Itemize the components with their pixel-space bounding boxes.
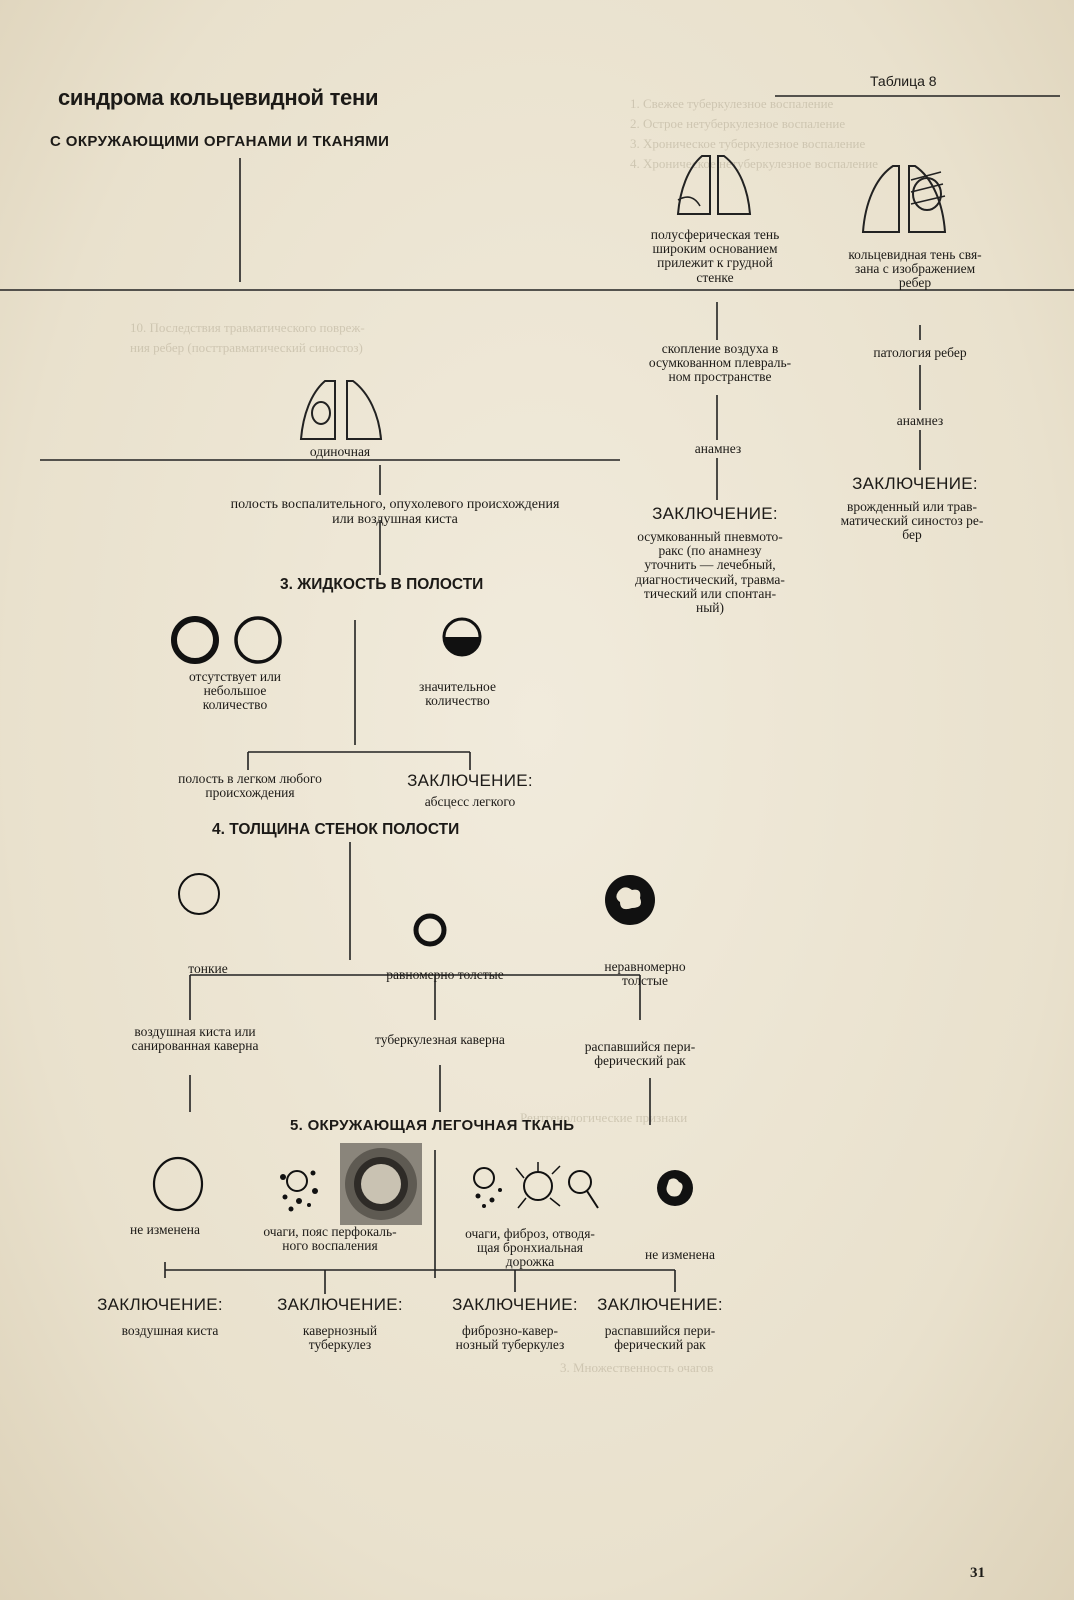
rib-shadow-label: кольцевидная тень свя- зана с изображением ребер bbox=[848, 247, 982, 291]
thin-wall-figure bbox=[175, 870, 225, 920]
cancer-cavity-figure bbox=[655, 1168, 697, 1210]
scanned-page: 1. Свежее туберкулезное воспаление 2. Острое нетуберкулезное воспаление 3. Хроническое туберкулезное воспаление 4. Хроническое нетуберкулезное воспаление 10. Последствия травматического повреж- ния ребер (посттравматический синостоз) Рентгенологические признаки 3. Множественность очагов Таблица 8 синдрома кольцевидной тени С ОКРУЖАЮЩИМИ ОРГАНАМИ И ТКАНЯМИ полусферическая тень широким основанием прилежит к грудной стенке кольцевидная тень свя- зана с изображением ребер скопление воздуха в осумкованном плевраль- ном пространстве патология ребер анамнез анамнез ЗАКЛЮЧЕНИЕ: врожденный или трав- матический синостоз ре- бер ЗАКЛЮЧЕНИЕ: осумкованный пневмото- ракс (по анамнезу уточнить — лечебный, диагностический, травма- тический или спонтан- ный) одиночная полость воспалительного, опухолевого происхождения или воздушная киста 3. ЖИДКОСТЬ В ПОЛОСТИ отсутствует или небольшое количество значительное количество полость в легком любого происхождения ЗАКЛЮЧЕНИЕ: абсцесс легкого 4. ТОЛЩИНА СТЕНОК ПОЛОСТИ тонкие равномерно толстые неравномерно толстые воздушная киста или санированная каверна туберкулезная каверна распавшийся пери- ферический рак 5. ОКРУЖАЮЩАЯ ЛЕГОЧНАЯ ТКАНЬ не изменена очаги, пояс перфокаль- ного воспаления очаги, фиброз, отводя- щая бронхиальная дорожка не изменена ЗАКЛЮЧЕНИЕ: воздушная киста ЗАКЛЮЧЕНИЕ: кавернозный туберкулез ЗАКЛЮЧЕНИЕ: фиброзно-кавер- нозный туберкулез ЗАКЛЮЧЕНИЕ: распавшийся пери- ферический рак 31 bbox=[0, 0, 1074, 1600]
anamnesis-left-label: анамнез bbox=[694, 441, 742, 456]
conclusion-left-title: ЗАКЛЮЧЕНИЕ: bbox=[652, 504, 778, 523]
single-cavity-label: одиночная bbox=[309, 444, 371, 459]
final-conclusion-1-title: ЗАКЛЮЧЕНИЕ: bbox=[97, 1295, 223, 1314]
lung-ribs-figure bbox=[855, 158, 955, 238]
final-conclusion-1-text: воздушная киста bbox=[121, 1323, 219, 1338]
thin-wall-label: тонкие bbox=[188, 961, 228, 976]
conclusion-left-text: осумкованный пневмото- ракс (по анамнезу уточнить — лечебный, диагностический, травма- тический или спонтан- ный) bbox=[635, 529, 785, 615]
fibrosis-figure bbox=[470, 1160, 610, 1220]
even-thick-label: равномерно толстые bbox=[386, 967, 504, 982]
final-conclusion-4-text: распавшийся пери- ферический рак bbox=[604, 1323, 716, 1353]
section5-heading: 5. ОКРУЖАЮЩАЯ ЛЕГОЧНАЯ ТКАНЬ bbox=[290, 1117, 575, 1134]
unchanged-right-label: не изменена bbox=[645, 1247, 715, 1262]
page-subtitle: С ОКРУЖАЮЩИМИ ОРГАНАМИ И ТКАНЯМИ bbox=[50, 133, 390, 150]
final-conclusion-2-title: ЗАКЛЮЧЕНИЕ: bbox=[277, 1295, 403, 1314]
lung-hemisphere-figure bbox=[670, 150, 760, 218]
hemisphere-shadow-label: полусферическая тень широким основанием прилежит к грудной стенке bbox=[650, 227, 780, 285]
air-cyst-label: воздушная киста или санированная каверна bbox=[131, 1024, 259, 1054]
final-conclusion-3-text: фиброзно-кавер- нозный туберкулез bbox=[455, 1323, 565, 1353]
unchanged-left-label: не изменена bbox=[130, 1222, 200, 1237]
foci-belt-label: очаги, пояс перфокаль- ного воспаления bbox=[263, 1224, 397, 1254]
conclusion-right-title: ЗАКЛЮЧЕНИЕ: bbox=[852, 474, 978, 493]
final-conclusion-3-title: ЗАКЛЮЧЕНИЕ: bbox=[452, 1295, 578, 1314]
foci-figure bbox=[275, 1165, 330, 1215]
tb-cavern-label: туберкулезная каверна bbox=[375, 1032, 505, 1047]
page-number: 31 bbox=[970, 1565, 985, 1581]
uneven-thick-wall-figure bbox=[600, 870, 660, 930]
foci-fibrosis-label: очаги, фиброз, отводя- щая бронхиальная дорожка bbox=[465, 1226, 595, 1270]
section3-heading: 3. ЖИДКОСТЬ В ПОЛОСТИ bbox=[280, 576, 484, 593]
table-label: Таблица 8 bbox=[870, 73, 937, 89]
anamnesis-right-label: анамнез bbox=[896, 413, 944, 428]
fluid-absent-label: отсутствует или небольшое количество bbox=[188, 669, 282, 713]
final-conclusion-4-title: ЗАКЛЮЧЕНИЕ: bbox=[597, 1295, 723, 1314]
unchanged-tissue-figure bbox=[150, 1150, 210, 1220]
any-origin-label: полость в легком любого происхождения bbox=[178, 771, 322, 801]
abscess-conclusion-text: абсцесс легкого bbox=[424, 794, 516, 809]
section4-heading: 4. ТОЛЩИНА СТЕНОК ПОЛОСТИ bbox=[212, 821, 460, 838]
lung-single-cavity-figure bbox=[295, 375, 395, 445]
fluid-level-figure bbox=[440, 615, 490, 665]
conclusion-right-text: врожденный или трав- матический синостоз ре- бер bbox=[840, 499, 984, 543]
no-fluid-figure bbox=[170, 610, 300, 670]
rib-pathology-label: патология ребер bbox=[873, 345, 967, 360]
air-accumulation-label: скопление воздуха в осумкованном плевраль- ном пространстве bbox=[648, 341, 792, 385]
even-thick-wall-figure bbox=[410, 910, 450, 950]
uneven-thick-label: неравномерно толстые bbox=[604, 959, 686, 989]
abscess-conclusion-title: ЗАКЛЮЧЕНИЕ: bbox=[407, 771, 533, 790]
perifocal-inflammation-figure bbox=[340, 1143, 422, 1225]
fluid-significant-label: значительное количество bbox=[419, 679, 496, 709]
cavity-origin-label: полость воспалительного, опухолевого происхождения или воздушная киста bbox=[230, 497, 560, 527]
cancer-label: распавшийся пери- ферический рак bbox=[584, 1039, 696, 1069]
final-conclusion-2-text: кавернозный туберкулез bbox=[302, 1323, 378, 1353]
page-title: синдрома кольцевидной тени bbox=[58, 85, 379, 110]
